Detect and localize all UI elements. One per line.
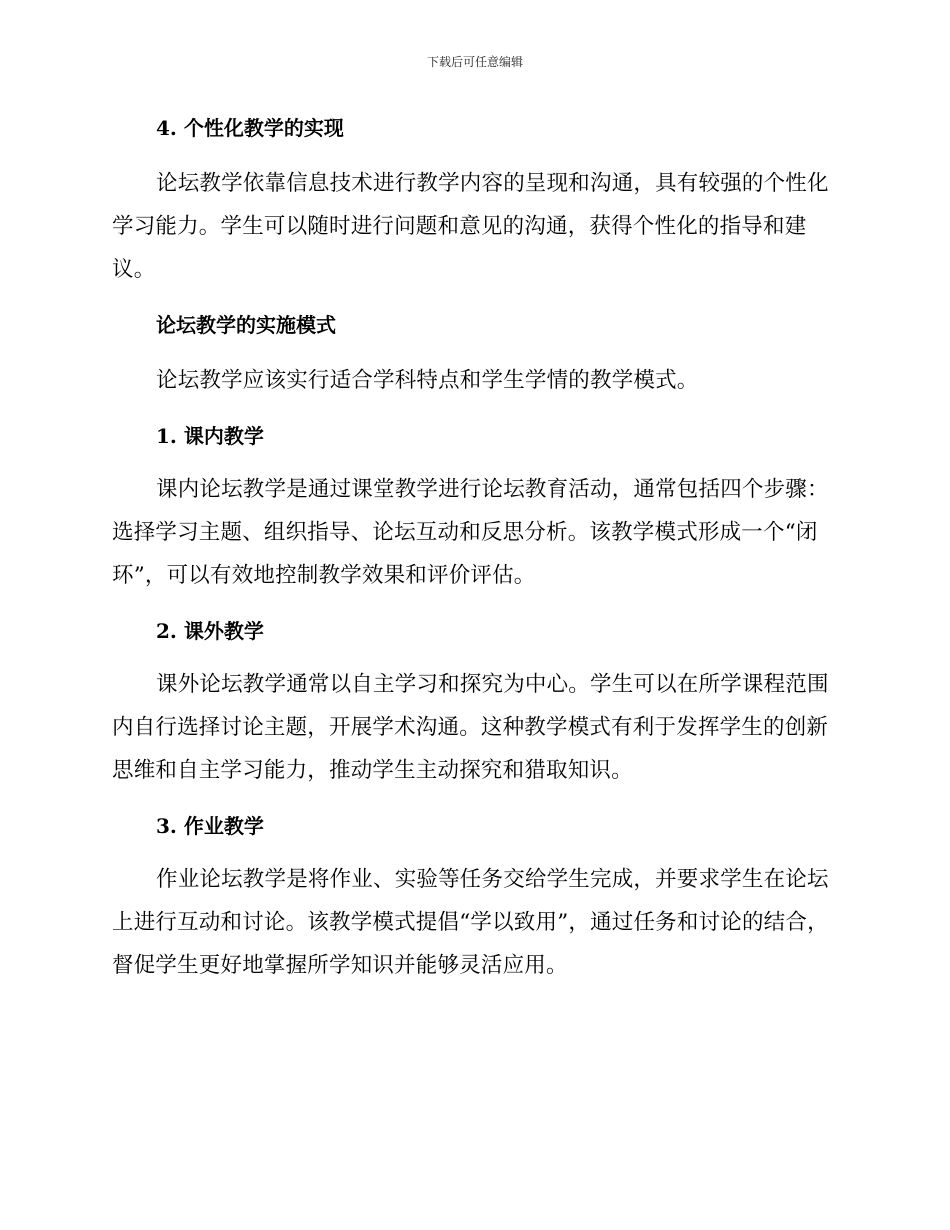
section-heading-personalized-teaching: 4. 个性化教学的实现 [156, 116, 344, 140]
section-heading-in-class-teaching: 1. 课内教学 [156, 424, 264, 448]
section-paragraph-extracurricular-teaching: 课外论坛教学通常以自主学习和探究为中心。学生可以在所学课程范围内自行选择讨论主题，开展学术沟通。这种教学模式有利于发挥学生的创新思维和自主学习能力，推动学生主动探究和猎取知识。 [112, 672, 829, 783]
section-paragraph-personalized-teaching: 论坛教学依靠信息技术进行教学内容的呈现和沟通，具有较强的个性化学习能力。学生可以随时进行问题和意见的沟通，获得个性化的指导和建议。 [112, 171, 829, 282]
section-heading-homework-teaching: 3. 作业教学 [156, 814, 264, 838]
section-paragraph-implementation-modes: 论坛教学应该实行适合学科特点和学生学情的教学模式。 [156, 368, 699, 393]
page-header: 下载后可任意编辑 [426, 55, 523, 69]
document-body [112, 106, 832, 987]
section-heading-extracurricular-teaching: 2. 课外教学 [156, 619, 264, 643]
section-paragraph-homework-teaching: 作业论坛教学是将作业、实验等任务交给学生完成，并要求学生在论坛上进行互动和讨论。该教学模式提倡“学以致用”，通过任务和讨论的结合，督促学生更好地掌握所学知识并能够灵活应用。 [112, 867, 829, 978]
section-paragraph-in-class-teaching: 课内论坛教学是通过课堂教学进行论坛教育活动，通常包括四个步骤：选择学习主题、组织指导、论坛互动和反思分析。该教学模式形成一个“闭环”，可以有效地控制教学效果和评价评估。 [112, 477, 829, 588]
section-heading-implementation-modes: 论坛教学的实施模式 [156, 313, 336, 337]
